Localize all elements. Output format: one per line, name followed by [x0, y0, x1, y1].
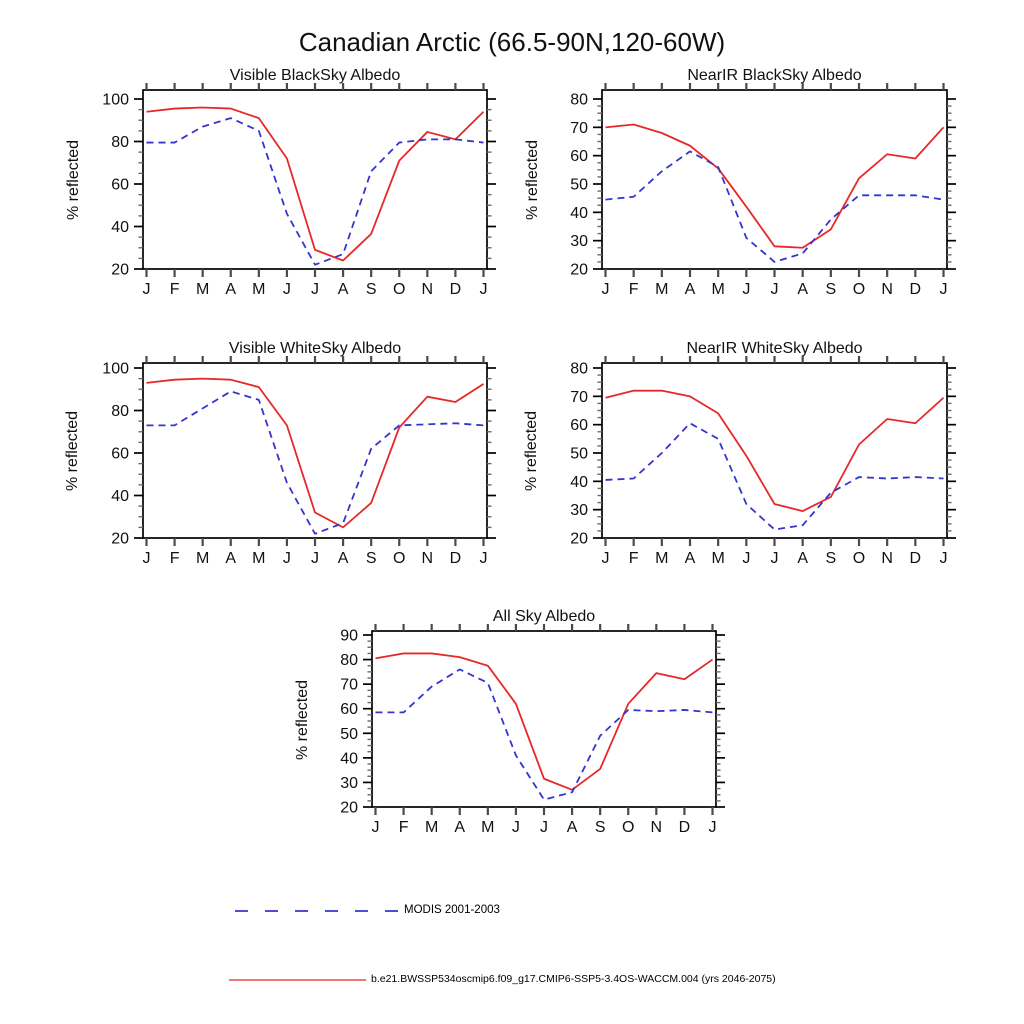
y-axis-label-visible-blacksky: % reflected: [65, 139, 82, 221]
y-tick-label: 30: [570, 502, 588, 520]
x-tick-label: O: [852, 281, 866, 298]
y-tick-label: 80: [570, 360, 588, 378]
vis-white-plot: [102, 356, 496, 567]
y-tick-label: 20: [111, 530, 129, 548]
x-tick-label: J: [479, 550, 488, 567]
x-tick-label: M: [196, 281, 210, 298]
x-tick-label: J: [142, 281, 151, 298]
y-tick-label: 30: [570, 233, 588, 251]
chart-title-nearir-blacksky: NearIR BlackSky Albedo: [687, 67, 862, 84]
x-tick-label: D: [449, 281, 462, 298]
x-tick-label: J: [142, 550, 151, 567]
x-tick-label: F: [628, 550, 639, 567]
x-tick-label: J: [371, 819, 380, 836]
y-tick-label: 40: [340, 750, 358, 768]
x-tick-label: D: [678, 819, 691, 836]
x-tick-label: D: [909, 550, 922, 567]
x-tick-label: A: [797, 550, 809, 567]
page-title: Canadian Arctic (66.5-90N,120-60W): [298, 27, 726, 57]
x-tick-label: N: [881, 281, 893, 298]
x-tick-label: M: [252, 281, 266, 298]
y-tick-label: 60: [570, 417, 588, 435]
y-tick-label: 50: [570, 176, 588, 194]
y-tick-label: 20: [111, 261, 129, 279]
x-tick-label: N: [421, 281, 434, 298]
y-tick-label: 100: [102, 91, 129, 109]
x-tick-label: J: [479, 281, 488, 298]
x-tick-label: A: [337, 281, 349, 298]
x-tick-label: D: [449, 550, 462, 567]
model-line: [606, 391, 944, 511]
y-tick-label: 100: [102, 360, 129, 378]
legend-model-line: [227, 974, 372, 986]
model-line: [606, 125, 944, 248]
y-tick-label: 40: [111, 219, 129, 236]
x-tick-label: J: [511, 819, 520, 836]
x-tick-label: M: [655, 550, 669, 567]
y-tick-label: 60: [570, 148, 588, 166]
x-tick-label: M: [711, 281, 725, 298]
x-tick-label: A: [454, 819, 466, 836]
y-tick-label: 30: [340, 774, 358, 792]
x-tick-label: J: [311, 550, 319, 567]
x-tick-label: M: [655, 281, 669, 298]
plot-frame: [602, 363, 947, 538]
y-tick-label: 80: [111, 403, 129, 420]
legend-modis-label: MODIS 2001-2003: [404, 904, 500, 916]
x-tick-label: N: [881, 550, 893, 567]
x-tick-label: A: [684, 550, 696, 567]
x-tick-label: M: [196, 550, 210, 567]
x-tick-label: F: [169, 550, 180, 567]
x-tick-label: J: [282, 550, 291, 567]
x-tick-label: F: [398, 819, 409, 836]
y-tick-label: 20: [570, 261, 588, 279]
plot-frame: [372, 631, 716, 807]
legend-modis-line: [233, 905, 403, 917]
y-tick-label: 60: [340, 701, 358, 719]
x-tick-label: M: [425, 819, 439, 836]
y-tick-label: 50: [570, 445, 588, 463]
modis-line: [147, 118, 484, 265]
y-tick-label: 60: [111, 176, 129, 194]
x-tick-label: M: [481, 819, 495, 836]
chart-title-nearir-whitesky: NearIR WhiteSky Albedo: [686, 340, 863, 357]
x-tick-label: A: [684, 281, 696, 298]
model-line: [147, 379, 484, 528]
y-tick-label: 80: [111, 134, 129, 151]
x-tick-label: O: [393, 550, 406, 567]
x-tick-label: D: [909, 281, 922, 298]
y-axis-label-nearir-blacksky: % reflected: [524, 139, 541, 221]
x-tick-label: S: [594, 819, 606, 836]
x-tick-label: J: [282, 281, 291, 298]
y-tick-label: 70: [570, 119, 588, 137]
x-tick-label: A: [225, 550, 237, 567]
chart-title-all-sky: All Sky Albedo: [492, 608, 596, 625]
x-tick-label: J: [601, 550, 610, 567]
x-tick-label: M: [252, 550, 266, 567]
x-tick-label: N: [421, 550, 434, 567]
modis-line: [376, 669, 713, 799]
x-tick-label: N: [650, 819, 663, 836]
nir-white-plot: [570, 356, 956, 567]
x-tick-label: J: [742, 550, 751, 567]
y-tick-label: 20: [570, 530, 588, 548]
y-tick-label: 40: [111, 488, 129, 505]
x-tick-label: J: [601, 281, 610, 298]
chart-title-visible-blacksky: Visible BlackSky Albedo: [229, 67, 401, 84]
y-axis-label-all-sky: % reflected: [294, 679, 311, 761]
x-tick-label: F: [169, 281, 180, 298]
chart-title-visible-whitesky: Visible WhiteSky Albedo: [228, 340, 402, 357]
model-line: [376, 653, 713, 789]
x-tick-label: S: [825, 550, 837, 567]
x-tick-label: S: [825, 281, 837, 298]
all-sky-plot: [340, 624, 725, 836]
y-axis-label-visible-whitesky: % reflected: [64, 410, 81, 492]
plot-frame: [143, 90, 487, 269]
y-axis-label-nearir-whitesky: % reflected: [523, 410, 540, 492]
x-tick-label: A: [797, 281, 809, 298]
modis-line: [606, 423, 944, 529]
x-tick-label: F: [628, 281, 639, 298]
y-tick-label: 80: [570, 91, 588, 109]
x-tick-label: O: [852, 550, 866, 567]
x-tick-label: M: [711, 550, 725, 567]
x-tick-label: A: [225, 281, 237, 298]
x-tick-label: J: [708, 819, 717, 836]
x-tick-label: J: [770, 281, 779, 298]
x-tick-label: J: [742, 281, 751, 298]
x-tick-label: O: [622, 819, 635, 836]
y-tick-label: 20: [340, 799, 358, 817]
y-tick-label: 40: [570, 204, 588, 222]
y-tick-label: 40: [570, 473, 588, 491]
x-tick-label: J: [311, 281, 319, 298]
x-tick-label: O: [393, 281, 406, 298]
y-tick-label: 90: [340, 627, 358, 645]
y-tick-label: 60: [111, 445, 129, 463]
y-tick-label: 70: [570, 388, 588, 406]
vis-black-plot: [102, 83, 496, 298]
y-tick-label: 50: [340, 725, 358, 743]
x-tick-label: J: [939, 281, 948, 298]
x-tick-label: J: [939, 550, 948, 567]
x-tick-label: A: [337, 550, 349, 567]
x-tick-label: S: [365, 550, 377, 567]
nir-black-plot: [570, 83, 956, 298]
x-tick-label: J: [540, 819, 548, 836]
legend-model-label: b.e21.BWSSP534oscmip6.f09_g17.CMIP6-SSP5-3.4OS-WACCM.004 (yrs 2046-2075): [371, 973, 776, 985]
y-tick-label: 80: [340, 652, 358, 670]
y-tick-label: 70: [340, 676, 358, 694]
x-tick-label: A: [566, 819, 578, 836]
x-tick-label: S: [365, 281, 377, 298]
x-tick-label: J: [770, 550, 779, 567]
